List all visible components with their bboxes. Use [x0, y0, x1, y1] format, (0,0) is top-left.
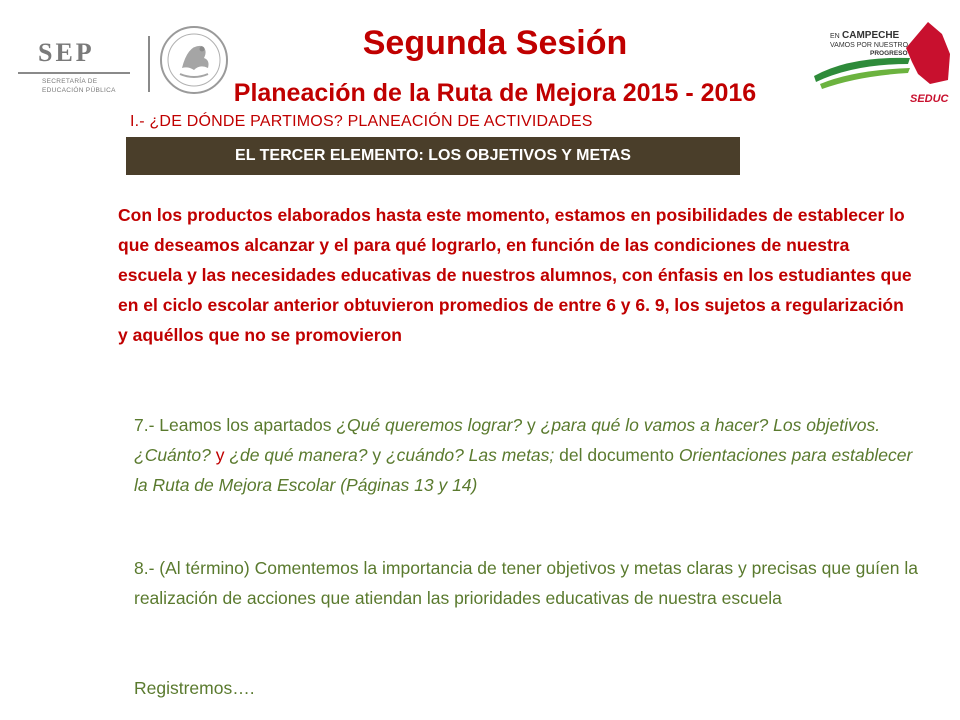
- intro-paragraph: Con los productos elaborados hasta este momento, estamos en posibilidades de establecer lo que deseamos alcanzar y el para qué lograrlo, en función de las condiciones de nuestra escuela y las necesidades educativas de nuestros alumnos, con énfasis en los estudiantes que en el ciclo escolar anterior obtuvieron promedios de entre 6 y 6. 9, los sujetos a regularización y aquéllos que no se promovieron: [118, 205, 912, 345]
- page-subtitle: Planeación de la Ruta de Mejora 2015 - 2016: [233, 79, 757, 107]
- sep-logo-underline: [18, 72, 130, 74]
- sep-logo-subtitle-1: SECRETARÍA DE: [42, 78, 98, 85]
- step-7-italic-5: Orientaciones para establecer la Ruta de Mejora Escolar (Páginas 13 y 14): [134, 445, 913, 495]
- element-banner: [126, 137, 740, 175]
- step-7-text-5: del documento: [554, 445, 679, 465]
- element-banner-label: EL TERCER ELEMENTO: LOS OBJETIVOS Y METAS: [235, 147, 631, 164]
- step-7-italic-2: ¿para qué lo vamos a hacer? Los objetivos. ¿Cuánto?: [134, 415, 881, 465]
- step-7-text-3: y: [210, 445, 230, 465]
- step-7-italic-1: ¿Qué queremos lograr?: [336, 415, 523, 435]
- sep-logo-word: SEP: [38, 38, 95, 67]
- sep-logo-subtitle-2: EDUCACIÓN PÚBLICA: [42, 87, 116, 94]
- closing-text: Registremos….: [134, 678, 255, 698]
- step-7-italic-3: ¿de qué manera?: [229, 445, 368, 465]
- campeche-logo-line3: PROGRESO: [870, 50, 908, 57]
- step-7-text-2: y: [522, 415, 541, 435]
- step-7-text-1: 7.- Leamos los apartados: [134, 415, 337, 435]
- seduc-brand: SEDUC: [910, 93, 949, 105]
- section-heading: I.- ¿DE DÓNDE PARTIMOS? PLANEACIÓN DE ACTIVIDADES: [130, 113, 593, 130]
- step-7-paragraph: [134, 410, 919, 500]
- step-7-text-4: y: [367, 445, 386, 465]
- step-7-italic-4: ¿cuándo? Las metas;: [385, 445, 555, 465]
- campeche-logo-line2: VAMOS POR NUESTRO: [830, 42, 909, 49]
- step-8-paragraph: 8.- (Al término) Comentemos la importancia de tener objetivos y metas claras y precisas que guíen la realización de acciones que atiendan las prioridades educativas de nuestra escuela: [134, 558, 918, 608]
- campeche-logo-line1: CAMPECHE: [842, 30, 900, 41]
- page-title: Segunda Sesión: [362, 24, 628, 62]
- campeche-logo-prefix: EN: [830, 33, 840, 40]
